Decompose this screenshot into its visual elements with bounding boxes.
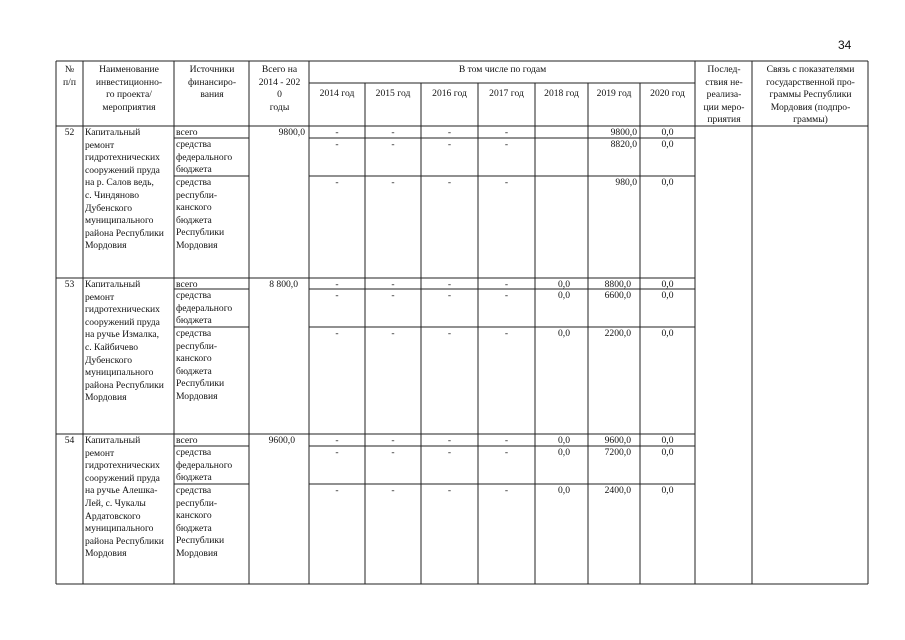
year-value: - [335, 485, 339, 496]
year-value: - [447, 328, 452, 339]
year-value: - [504, 139, 509, 150]
source-label: всего [176, 279, 198, 290]
project-name: Капитальный ремонт гидротехнических сооружений пруда на ручье Алешка- Лей, с. Чукалы Ардатовского муниципального района Республики Мордовия [85, 435, 164, 560]
year-value: - [391, 447, 395, 458]
header-consequences: Послед- ствия не- реализа- ции меро- приятия [703, 64, 745, 126]
row-number: 52 [64, 127, 75, 138]
source-label: средства федерального бюджета [176, 447, 233, 484]
header-funding-source: Источники финансиро- вания [187, 64, 237, 101]
year-value: - [504, 435, 509, 446]
year-value: 0,0 [661, 485, 674, 496]
source-label: всего [176, 435, 198, 446]
year-value: - [447, 485, 452, 496]
year-value: - [504, 328, 509, 339]
year-value: 6600,0 [604, 290, 631, 301]
year-value: - [391, 328, 395, 339]
year-value: - [391, 279, 395, 290]
year-value: 0,0 [558, 328, 570, 339]
year-value: 0,0 [558, 435, 570, 446]
year-value: 0,0 [661, 279, 674, 290]
year-value: 9800,0 [610, 127, 637, 138]
project-name: Капитальный ремонт гидротехнических сооружений пруда на р. Салов ведь, с. Чиндяново Дубенского муниципального района Республики Мордовия [85, 127, 164, 252]
source-label: всего [176, 127, 198, 138]
source-label: средства республи- канского бюджета Республики Мордовия [176, 485, 225, 559]
year-value: - [504, 290, 509, 301]
year-value: - [391, 127, 395, 138]
row-number: 54 [64, 435, 75, 446]
year-value: 2200,0 [604, 328, 631, 339]
source-label: средства республи- канского бюджета Республики Мордовия [176, 177, 225, 251]
year-value: - [335, 328, 339, 339]
year-value: - [447, 127, 452, 138]
year-value: - [335, 139, 339, 150]
header-year: 2014 год [319, 88, 355, 99]
source-label: средства федерального бюджета [176, 290, 233, 327]
year-value: 0,0 [661, 290, 674, 301]
year-value: - [391, 485, 395, 496]
year-value: 0,0 [558, 485, 570, 496]
header-total: Всего на 2014 - 202 0 годы [258, 64, 301, 113]
year-value: 2400,0 [604, 485, 631, 496]
header-year: 2017 год [489, 88, 524, 99]
year-value: - [335, 177, 339, 188]
year-value: - [447, 177, 452, 188]
year-value: 0,0 [661, 447, 674, 458]
year-value: - [447, 290, 452, 301]
year-value: - [504, 485, 509, 496]
year-value: 0,0 [661, 127, 674, 138]
header-year: 2020 год [650, 88, 685, 99]
year-value: 8800,0 [604, 279, 631, 290]
year-value: - [335, 435, 339, 446]
year-value: 0,0 [558, 447, 570, 458]
year-value: 0,0 [661, 177, 674, 188]
year-value: - [391, 290, 395, 301]
year-value: - [335, 447, 339, 458]
year-value: - [447, 435, 452, 446]
year-value: 0,0 [558, 279, 570, 290]
year-value: 8820,0 [610, 139, 637, 150]
header-years-group: В том числе по годам [458, 64, 547, 75]
year-value: 0,0 [558, 290, 570, 301]
year-value: 0,0 [661, 328, 674, 339]
source-label: средства республи- канского бюджета Республики Мордовия [176, 328, 225, 402]
total-value: 9800,0 [278, 127, 305, 138]
header-project-name: Наименование инвестиционно- го проекта/ мероприятия [95, 64, 163, 113]
year-value: 0,0 [661, 139, 674, 150]
year-value: - [391, 177, 395, 188]
header-year: 2019 год [596, 88, 632, 99]
year-value: - [504, 447, 509, 458]
year-value: - [504, 177, 509, 188]
year-value: - [447, 139, 452, 150]
year-value: - [504, 127, 509, 138]
source-label: средства федерального бюджета [176, 139, 233, 176]
year-value: - [447, 279, 452, 290]
year-value: - [391, 435, 395, 446]
year-value: 0,0 [661, 435, 674, 446]
total-value: 8 800,0 [269, 279, 298, 290]
year-value: - [335, 127, 339, 138]
year-value: - [504, 279, 509, 290]
row-number: 53 [64, 279, 75, 290]
header-program-link: Связь с показателями государственной про- граммы Республики Мордовия (подпро- граммы) [766, 64, 855, 126]
year-value: - [335, 290, 339, 301]
project-name: Капитальный ремонт гидротехнических сооружений пруда на ручье Измалка, с. Кайбичево Дубенского муниципального района Республики Мордовия [85, 279, 164, 404]
year-value: 9600,0 [604, 435, 631, 446]
header-year: 2015 год [375, 88, 411, 99]
header-year: 2018 год [544, 88, 579, 99]
year-value: 980,0 [615, 177, 637, 188]
header-year: 2016 год [432, 88, 467, 99]
year-value: - [447, 447, 452, 458]
year-value: 7200,0 [604, 447, 631, 458]
page-number: 34 [838, 38, 852, 52]
header-number: № п/п [63, 64, 76, 88]
total-value: 9600,0 [268, 435, 295, 446]
year-value: - [391, 139, 395, 150]
year-value: - [335, 279, 339, 290]
